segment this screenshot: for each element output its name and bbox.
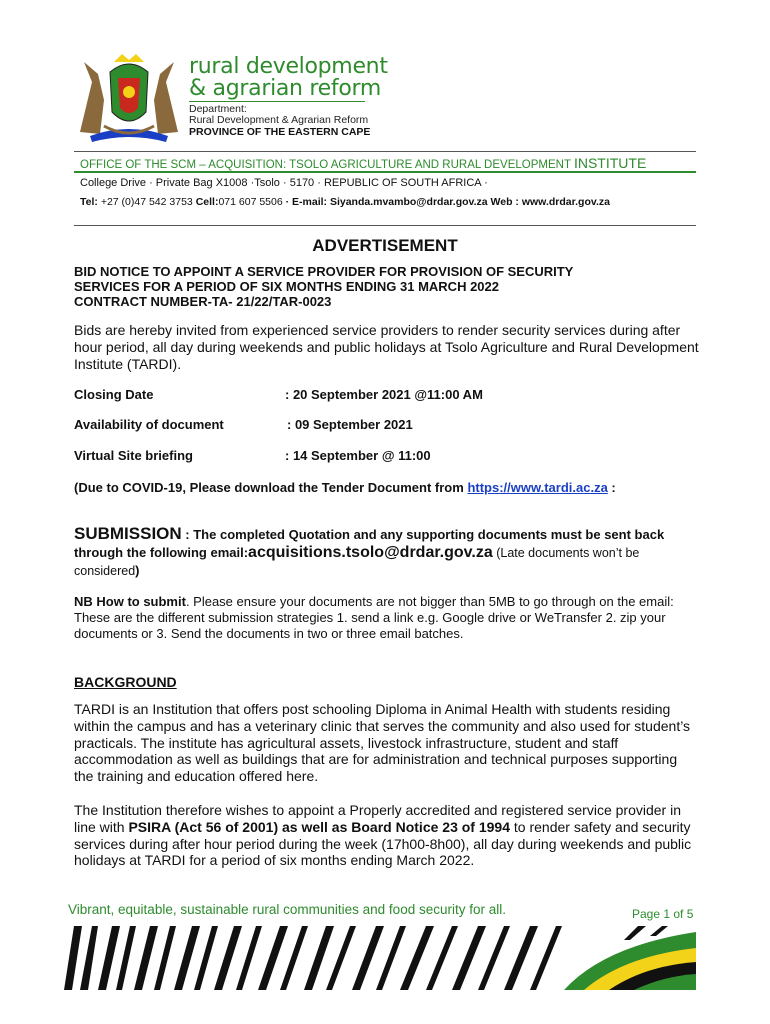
dept-label: Department: (189, 103, 247, 115)
bid-heading-line1: BID NOTICE TO APPOINT A SERVICE PROVIDER FOR PROVISION OF SECURITY (74, 264, 574, 279)
tel-label: Tel: (80, 196, 98, 208)
submission-block (74, 525, 704, 580)
background-para1: TARDI is an Institution that offers post schooling Diploma in Animal Health with students residing within the campus and has a veterinary clinic that serves the community and also used for student’s practicals. The institute has agricultural assets, livestock infrastructure, student and staff accommodation as well as buildings that are for administration and technical purposes supporting the training and education offered here. (74, 701, 691, 785)
closing-label: Closing Date (74, 387, 154, 402)
covid-end: : (607, 480, 616, 495)
bid-heading-line2: SERVICES FOR A PERIOD OF SIX MONTHS ENDING 31 MARCH 2022 (74, 279, 499, 294)
availability-label: Availability of document (74, 417, 224, 432)
availability-value: : 09 September 2021 (287, 417, 413, 432)
contract-number: CONTRACT NUMBER-TA- 21/22/TAR-0023 (74, 294, 332, 309)
background-heading: BACKGROUND (74, 674, 177, 690)
page-number: Page 1 of 5 (632, 907, 694, 921)
coat-of-arms-logo (70, 52, 188, 144)
tel-value: +27 (0)47 542 3753 (100, 196, 193, 208)
covid-note (74, 480, 616, 495)
late-note-end: ) (135, 563, 140, 578)
org-name-line2: & agrarian reform (189, 76, 381, 101)
late-note: (Late documents won’t be considered (74, 546, 640, 578)
org-name-line1: rural development (189, 54, 388, 79)
closing-value: : 20 September 2021 @11:00 AM (285, 387, 483, 402)
cell-label: Cell: (195, 196, 219, 208)
briefing-label: Virtual Site briefing (74, 448, 193, 463)
office-title-text: OFFICE OF THE SCM – ACQUISITION: TSOLO AGRICULTURE AND RURAL DEVELOPMENT (80, 159, 571, 171)
cell-value: 071 607 5506 (218, 196, 283, 208)
advert-intro: Bids are hereby invited from experienced service providers to render security services during after hour period, all day during weekends and public holidays at Tsolo Agriculture and Rural Development Institute (TARDI). (74, 322, 699, 372)
para2-end: to render safety and security services during after hour period during the week (17h00-8h00), all day during weekends and public holidays at TARDI for a period of six months ending March 2022. (74, 818, 692, 869)
briefing-value: : 14 September @ 11:00 (285, 448, 431, 463)
submission-email: acquisitions.tsolo@drdar.gov.za (248, 544, 493, 561)
footer-slogan: Vibrant, equitable, sustainable rural communities and food security for all. (68, 902, 506, 917)
nb-label: NB How to submit (74, 594, 186, 609)
covid-text: (Due to COVID-19, Please download the Tender Document from (74, 480, 464, 495)
top-rule (74, 151, 696, 152)
office-contacts (80, 196, 610, 208)
tender-download-link[interactable]: https://www.tardi.ac.za (467, 480, 608, 495)
submission-title: SUBMISSION (74, 524, 182, 543)
nb-text: . Please ensure your documents are not bigger than 5MB to go through on the email: These are the different submission strategies 1. send a link e.g. Google drive or WeTransfer 2. zip your documents or 3. Send the documents in two or three email batches. (74, 594, 674, 641)
para2-start: The Institution therefore wishes to appoint a Properly accredited and registered service provider in line with (74, 802, 681, 835)
dept-name: Rural Development & Agrarian Reform (189, 114, 369, 126)
background-para2 (74, 802, 699, 869)
advert-title: ADVERTISEMENT (312, 236, 458, 255)
bid-heading (74, 264, 694, 309)
office-rule (74, 171, 696, 173)
province-name: PROVINCE OF THE EASTERN CAPE (189, 126, 371, 138)
para2-legal: PSIRA (Act 56 of 2001) as well as Board Notice 23 of 1994 (128, 818, 510, 835)
office-bottom-rule (74, 225, 696, 226)
footer-decorative-band (64, 926, 696, 990)
logo-divider (189, 101, 365, 102)
office-address: College Drive · Private Bag X1008 ·Tsolo · 5170 · REPUBLIC OF SOUTH AFRICA · (80, 177, 488, 189)
submission-text: : The completed Quotation and any supporting documents must be sent back through the following email: (74, 527, 665, 560)
office-title (80, 155, 646, 171)
submission-nb (74, 594, 699, 642)
email-web: · E-mail: Siyanda.mvambo@drdar.gov.za Web : www.drdar.gov.za (285, 196, 610, 208)
office-title-end: INSTITUTE (573, 155, 647, 171)
